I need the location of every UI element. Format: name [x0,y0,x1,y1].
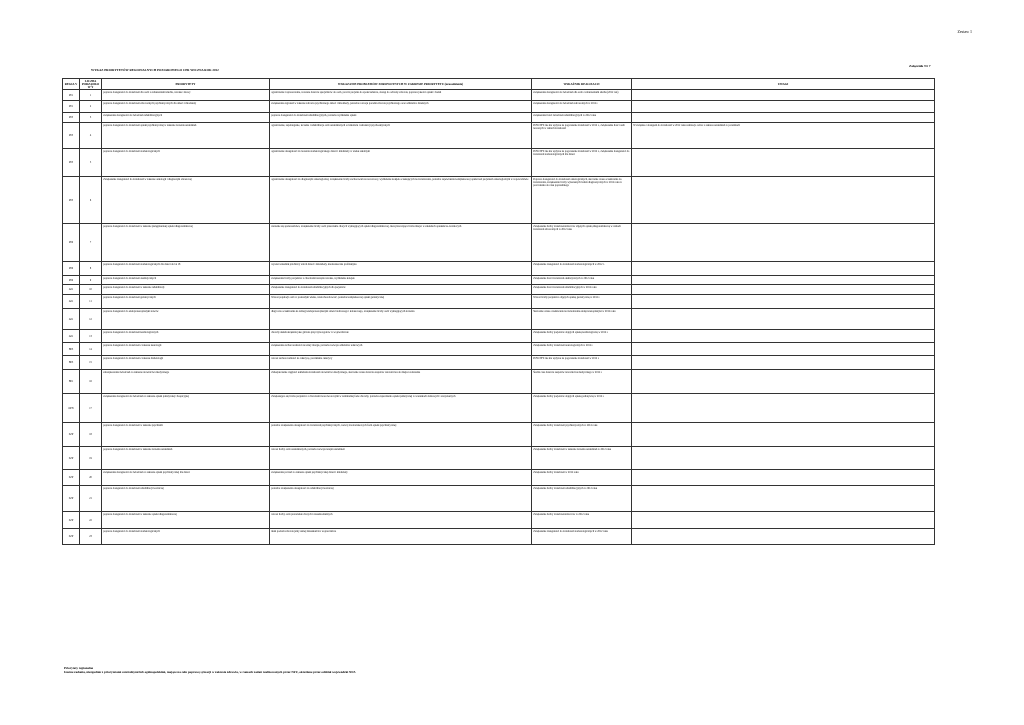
number-cell: 7 [80,224,102,262]
priority-cell: poprawa dostępności do świadczeń w zakresie leczenia uzależnień [102,447,270,470]
problem-cell: wzrost liczby osób uzależnionych, potrzeba rozwoju terapii uzależnień [270,447,532,470]
table-row [63,101,935,113]
header-number: LICZBA PORZĄDKOW Y [80,79,102,90]
problem-cell: ograniczenie dostępności do diagnostyki onkologicznej, zwiększenie liczby zachorowań na nowotwory, wydłużenie kolejek oczekujących na świadczenia, potrzeba zapewnienia kompleksowej opieki nad pacjentem onkologicznym w województwie [270,177,532,224]
indicator-cell: Wzrost liczby pacjentów objętych opieką geriatryczną w 2012 r. [532,295,632,309]
region-cell: ZZP [63,447,80,470]
problem-cell: Zwiększenie dostępności do świadczeń rehabilitacyjnych dla pacjentów [270,285,532,295]
indicator-cell: Poprawa dostępności do świadczeń onkologicznych, skrócenie czasu oczekiwania na świadczenia, zwiększenie liczby wykonanych badań diagnostycznych w 2012 roku w porównaniu do roku poprzedniego [532,177,632,224]
priority-cell: poprawa dostępności do świadczeń geriatrycznych [102,295,270,309]
problem-cell: wzrost zachorowalności na cukrzycę, powikłania cukrzycy [270,356,532,370]
remarks-cell [632,512,935,529]
header-problems: WSKAZANIE PROBLEMÓW ZDROWOTNYCH W ZAKRESIE PRIORYTETU (uzasadnienie) [270,79,532,90]
indicator-cell: zwiększenie dostępności do świadczeń zdrowotnych w 2012 r. [532,101,632,113]
problem-cell: długi czas oczekiwania na zabiegi endoprotezoplastyki stawu biodrowego i kolanowego, zwiększenie liczby osób wymagających leczenia [270,309,532,330]
region-cell: ZZP [63,529,80,545]
region-cell: P06 [63,276,80,285]
priority-cell: zwiększenie dostępności do świadczeń rehabilitacyjnych [102,113,270,123]
header-priorities: PRIORYTETY [102,79,270,90]
problem-cell: zwiększenie zachorowalności na udary mózgu, potrzeba rozwoju oddziałów udarowych [270,343,532,356]
remarks-cell [632,295,935,309]
number-cell: 3 [80,113,102,123]
region-cell: A01 [63,309,80,330]
region-cell: B01 [63,370,80,394]
indicator-cell: POW NFZ nie ma wpływu na pogorszenie świadczeń w 2012 r. [532,356,632,370]
number-cell: 8 [80,262,102,276]
region-cell: ZZP [63,423,80,447]
problem-cell: zwiększenie zagrożeń w zakresie zdrowia psychicznego dzieci i młodzieży, potrzeba rozwoju poradni zdrowia psychicznego oraz oddziałów dziennych [270,101,532,113]
priority-cell: poprawa dostępności do świadczeń z zakresu neurologii [102,343,270,356]
priority-cell: poprawa dostępności do endoprotezoplastyki stawów [102,309,270,330]
indicator-cell: Zwiększenie liczby pacjentów objętych opieką paliatywną w 2012 r. [532,394,632,423]
priority-cell: Zwiększenie dostępności do świadczeń w zakresie onkologii i diagnostyki obrazowej [102,177,270,224]
table-row [63,447,935,470]
table-row [63,370,935,394]
number-cell: 22 [80,512,102,529]
priority-cell: poprawa dostępności do świadczeń kardiologicznych [102,330,270,343]
region-cell: A01 [63,285,80,295]
header-region: REGIA V [63,79,80,90]
priority-cell: poprawa dostępności do świadczeń w zakresie pielęgniarskiej opieki długoterminowej [102,224,270,262]
table-row [63,423,935,447]
indicator-cell: Zwiększenie liczby świadczeniobiorców w 2012 roku [532,512,632,529]
indicator-cell: Zwiększenie ilości świadczeń rehabilitacyjnych w 2012 roku [532,285,632,295]
remarks-cell [632,276,935,285]
table-row [63,123,935,149]
remarks-cell [632,447,935,470]
problem-cell: potrzeba zwiększenia dostępności do rehabilitacji leczniczej [270,486,532,512]
number-cell: 13 [80,330,102,343]
remarks-cell [632,356,935,370]
problem-cell: zwiększenie potrzeb w zakresie opieki psychiatrycznej dzieci i młodzieży [270,470,532,486]
footer-note: Istotne zadania, niezgodnie z priorytetami centralnymi lub ogólnopolskimi, mające na celu poprawę sytuacji w zakresie zdrowia, w ramach zadań realizowanych przez NFZ, określone przez oddział wojewódzki NFZ. [64,670,357,674]
problem-cell: zwiększenie liczby pacjentów z chorobami narządu wzroku, wydłużenie kolejek [270,276,532,285]
priority-cell: zwiększenie dostępności do świadczeń w zakresie opieki psychiatrycznej dla dzieci [102,470,270,486]
problem-cell: ograniczenie, zapobieganie, leczenie i rehabilitacja osób uzależnionych od alkoholu i substancji psychoaktywnych [270,123,532,149]
indicator-cell: zwiększenie dostępności do świadczeń dla osób z zaburzeniami słuchu (2012 rok) [532,90,632,101]
priority-cell: poprawa dostępności do świadczeń stomatologicznych [102,529,270,545]
indicator-cell: Zwiększenie dostępności do świadczeń stomatologicznych w 2012 roku [532,529,632,545]
region-cell: B03 [63,343,80,356]
number-cell: 6 [80,177,102,224]
region-cell: P06 [63,262,80,276]
problem-cell: niski poziom zdrowia jamy ustnej mieszkańców województwa [270,529,532,545]
table-row [63,512,935,529]
table-row [63,356,935,370]
table-row [63,394,935,423]
indicator-cell: Zwiększenie liczby pacjentów objętych opieką kardiologiczną w 2012 r. [532,330,632,343]
indicator-cell: Skrócenie czasu oczekiwania na świadczenia endoprotezoplastyki w 2012 roku [532,309,632,330]
number-cell: 5 [80,149,102,177]
priority-cell: poprawa dostępności do świadczeń stomatologicznych dla dzieci do lat 18 [102,262,270,276]
indicator-cell: POW NFZ nie ma wpływu na pogorszenie świadczeń w 2012 r., zwiększenie ilości osób leczonych w ramach świadczeń [532,123,632,149]
remarks-cell [632,370,935,394]
remarks-cell [632,470,935,486]
attachment-label: Załącznik Nr 7 [909,64,931,68]
priority-cell: poprawa dostępności do świadczeń rehabilitacji leczniczej [102,486,270,512]
indicator-cell: POW NFZ nie ma wpływu na pogorszenie świadczeń w 2012 r., zwiększenie dostępności do świadczeń stomatologicznych dla dzieci [532,149,632,177]
remarks-cell: W związku z dostępem do świadczeń w 2012 roku realizacja celów z zakresu uzależnień w poradniach [632,123,935,149]
problem-cell: Zwiększająca się liczba pacjentów z chorobami nowotworowymi w terminalnej fazie choroby, potrzeba zapewnienia opieki paliatywnej w warunkach domowych i stacjonarnych [270,394,532,423]
footer-heading: Priorytety regionalne [64,666,94,670]
priority-cell: poprawa dostępności do świadczeń w zakresie psychiatrii [102,423,270,447]
indicator-cell: Zwiększenie liczby świadczeń psychiatrycznych w 2012 roku [532,423,632,447]
remarks-cell [632,90,935,101]
table-row [63,470,935,486]
number-cell: 23 [80,529,102,545]
remarks-cell [632,262,935,276]
number-cell: 20 [80,470,102,486]
problem-cell: wysoki wskaźnik próchnicy wśród dzieci i młodzieży, niedostateczna profilaktyka [270,262,532,276]
priority-cell: poprawa dostępności do świadczeń zdrowotnych psychiatrycznych dla dzieci i młodzieży [102,101,270,113]
remarks-cell [632,529,935,545]
priorities-table [62,78,935,545]
remarks-cell [632,177,935,224]
number-cell: 10 [80,285,102,295]
region-cell: OPN [63,394,80,423]
priority-cell: poprawa dostępności do świadczeń stomatologicznych [102,149,270,177]
priority-cell: poprawa dostępności do świadczeń okulistycznych [102,276,270,285]
indicator-cell: Zwiększenie liczby świadczeń neurologicznych w 2012 r. [532,343,632,356]
priority-cell: zabezpieczenie świadczeń w zakresie ratownictwa medycznego [102,370,270,394]
indicator-cell: Zwiększenie liczby świadczeń rehabilitacyjnych w 2012 roku [532,486,632,512]
priority-cell: poprawa dostępności do świadczeń w zakresie opieki długoterminowej [102,512,270,529]
number-cell: 19 [80,447,102,470]
number-cell: 15 [80,356,102,370]
indicator-cell: Zwiększenie dostępności do świadczeń stomatologicznych w 2012 r. [532,262,632,276]
problem-cell: poprawa dostępności do świadczeń rehabilitacyjnych, potrzeba wydłużenia opieki [270,113,532,123]
number-cell: 9 [80,276,102,285]
table-row [63,177,935,224]
priority-cell: poprawa dostępności do świadczeń opieki psychiatrycznej w zakresie leczenia uzależnień [102,123,270,149]
region-cell: P01 [63,101,80,113]
table-row [63,295,935,309]
number-cell: 1 [80,90,102,101]
number-cell: 18 [80,423,102,447]
remarks-cell [632,113,935,123]
region-cell: P03 [63,149,80,177]
remarks-cell [632,149,935,177]
table-row [63,90,935,101]
priority-cell: poprawa dostępności do świadczeń z zakresu diabetologii [102,356,270,370]
region-cell: P03 [63,113,80,123]
remarks-cell [632,330,935,343]
remarks-cell [632,224,935,262]
number-cell: 12 [80,309,102,330]
remarks-cell [632,423,935,447]
table-body [63,90,935,545]
problem-cell: starzenie się społeczeństwa, zwiększenie liczby osób przewlekle chorych wymagających opieki długoterminowej, niewystarczająca liczba miejsc w zakładach opiekuńczo-leczniczych [270,224,532,262]
problem-cell: ograniczenie i uproszczenie, wczesne dotarcie specjalistów do osób, powrót pacjenta do społeczeństwa, dostęp do ochrony zdrowia, poprawa jakości opieki i badań [270,90,532,101]
header-indicator: WSKAŹNIK REALIZACJI [532,79,632,90]
region-cell: P03 [63,177,80,224]
remarks-cell [632,309,935,330]
header-remarks: UWAGI [632,79,935,90]
remarks-cell [632,394,935,423]
indicator-cell: zwiększenie ilości świadczeń rehabilitacyjnych w 2012 roku [532,113,632,123]
number-cell: 2 [80,101,102,113]
region-cell: A01 [63,330,80,343]
region-cell: P03 [63,123,80,149]
indicator-cell: Zwiększenie liczby świadczeń w zakresie leczenia uzależnień w 2012 roku [532,447,632,470]
document-title: WYKAZ PRIORYTETÓW REGIONALNYCH POZIAROWEGO CPR WICZNA ROK 2012 [91,68,219,72]
priority-cell: poprawa dostępności do świadczeń dla osób z zaburzeniami słuchu, wzroku i mowy [102,90,270,101]
problem-cell: Zabezpieczenie ciągłości udzielania świadczeń ratownictwa medycznego, skrócenie czasu dotarcia zespołów ratownictwa do miejsca zdarzenia [270,370,532,394]
remarks-cell [632,101,935,113]
region-cell: B03 [63,356,80,370]
table-row [63,343,935,356]
table-row [63,486,935,512]
problem-cell: Wzrost populacji osób w podeszłym wieku, wielochorobowość, potrzeba kompleksowej opieki geriatrycznej [270,295,532,309]
indicator-cell: Zwiększenie liczby świadczeń w 2012 roku [532,470,632,486]
priority-cell: poprawa dostępności do świadczeń w zakresie rehabilitacji [102,285,270,295]
number-cell: 21 [80,486,102,512]
table-row [63,529,935,545]
region-cell: ZZP [63,486,80,512]
problem-cell: wzrost liczby osób przewlekle chorych i niesamodzielnych [270,512,532,529]
region-cell: A01 [63,295,80,309]
problem-cell: choroby układu krążenia jako główna przyczyna zgonów w województwie [270,330,532,343]
table-row [63,276,935,285]
indicator-cell: Średni czas dotarcia zespołów ratownictwa medycznego w 2012 r. [532,370,632,394]
indicator-cell: Zwiększenie liczby świadczeniobiorców objętych opieką długoterminową w ramach świadczeń zdrowotnych w 2012 roku [532,224,632,262]
table-row [63,224,935,262]
number-cell: 17 [80,394,102,423]
problem-cell: ograniczenie dostępności do leczenia stomatologicznego dzieci i młodzieży w wieku szkolnym [270,149,532,177]
region-cell: P01 [63,90,80,101]
page-number: Zestaw 1 [957,29,972,34]
table-row [63,262,935,276]
remarks-cell [632,486,935,512]
region-cell: ZZP [63,512,80,529]
table-row [63,330,935,343]
number-cell: 16 [80,370,102,394]
number-cell: 11 [80,295,102,309]
number-cell: 4 [80,123,102,149]
table-header-row [63,79,935,90]
table-row [63,113,935,123]
remarks-cell [632,343,935,356]
remarks-cell [632,285,935,295]
number-cell: 14 [80,343,102,356]
problem-cell: potrzeba zwiększenia dostępności do świadczeń psychiatrycznych, rozwój środowiskowych form opieki psychiatrycznej [270,423,532,447]
table-row [63,309,935,330]
table-row [63,149,935,177]
table-row [63,285,935,295]
region-cell: P06 [63,224,80,262]
priority-cell: zwiększenie dostępności do świadczeń w zakresie opieki paliatywnej i hospicyjnej [102,394,270,423]
region-cell: ZZP [63,470,80,486]
indicator-cell: Zwiększenie ilości świadczeń okulistycznych w 2012 roku [532,276,632,285]
